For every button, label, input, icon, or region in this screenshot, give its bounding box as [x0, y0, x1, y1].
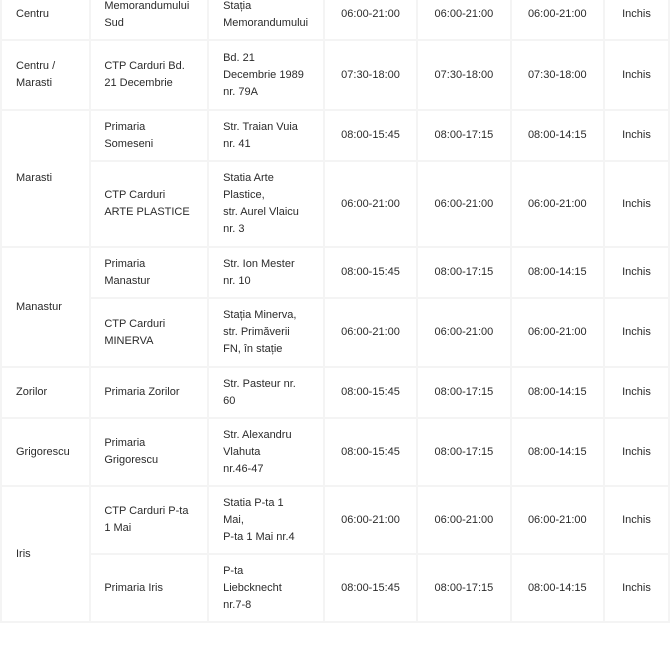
address-cell	[209, 419, 323, 485]
hours-cell-2: 08:00-17:15	[418, 419, 509, 485]
address-cell-line: Plastice,	[223, 189, 265, 201]
zone-cell	[2, 0, 89, 39]
location-cell-line: Grigorescu	[104, 454, 159, 466]
zone-name: Centru /	[16, 60, 56, 72]
location-cell-line: CTP Carduri P-ta	[104, 505, 189, 517]
zone-name: Grigorescu	[16, 445, 70, 458]
address-cell	[209, 162, 323, 246]
hours-cell-1: 08:00-15:45	[325, 111, 416, 160]
address-cell	[209, 111, 323, 160]
address-cell-line: str. Primăverii	[223, 326, 290, 338]
hours-cell-1: 06:00-21:00	[325, 0, 416, 39]
address-cell-line: nr.46-47	[223, 462, 264, 475]
table-row	[2, 41, 668, 109]
closed-cell: Inchis	[605, 41, 668, 109]
location-cell	[91, 299, 207, 366]
hours-cell-3: 06:00-21:00	[512, 299, 603, 366]
zone-name: Marasti	[16, 77, 53, 89]
location-cell-line: Primaria	[104, 257, 146, 270]
hours-cell-1: 06:00-21:00	[325, 162, 416, 246]
zone-name: Marasti	[16, 172, 53, 184]
closed-cell: Inchis	[605, 248, 668, 297]
address-cell-line: Str. Alexandru	[223, 428, 292, 441]
address-cell-line: Memorandumului	[223, 16, 309, 29]
address-cell-line: Bd. 21	[223, 51, 255, 64]
location-cell-line: MINERVA	[104, 334, 154, 347]
address-cell-line: Liebcknecht	[223, 581, 282, 594]
table-row	[2, 368, 668, 417]
address-cell-line: nr. 3	[223, 223, 245, 235]
address-cell-line: Str. Pasteur nr.	[223, 377, 296, 390]
address-cell-line: Stația Minerva,	[223, 309, 297, 321]
address-cell-line: Statia Arte	[223, 172, 274, 184]
hours-cell-1: 06:00-21:00	[325, 487, 416, 553]
table-row	[2, 0, 668, 39]
hours-cell-1: 06:00-21:00	[325, 299, 416, 366]
address-cell-line: FN, în stație	[223, 343, 283, 355]
hours-cell-1: 08:00-15:45	[325, 555, 416, 621]
address-cell-line: P-ta	[223, 564, 244, 577]
table-row	[2, 555, 668, 621]
closed-cell: Inchis	[605, 555, 668, 621]
closed-cell: Inchis	[605, 162, 668, 246]
table-row	[2, 487, 668, 553]
zone-cell	[2, 248, 89, 366]
location-cell-line: Memorandumului	[104, 0, 190, 12]
location-cell	[91, 487, 207, 553]
location-cell-line: Sud	[104, 16, 124, 29]
zone-name: Manastur	[16, 300, 62, 313]
location-cell	[91, 248, 207, 297]
zone-cell	[2, 41, 89, 109]
address-cell	[209, 299, 323, 366]
hours-cell-3: 06:00-21:00	[512, 487, 603, 553]
zone-cell	[2, 111, 89, 246]
address-cell	[209, 248, 323, 297]
hours-cell-3: 08:00-14:15	[512, 111, 603, 160]
closed-cell: Inchis	[605, 487, 668, 553]
hours-cell-2: 06:00-21:00	[418, 162, 509, 246]
hours-cell-2: 07:30-18:00	[418, 41, 509, 109]
hours-cell-2: 06:00-21:00	[418, 299, 509, 366]
hours-cell-3: 06:00-21:00	[512, 162, 603, 246]
schedule-table-body	[2, 0, 668, 621]
address-cell-line: 60	[223, 394, 236, 407]
address-cell-line: Mai,	[223, 513, 244, 526]
location-cell-line: Someseni	[104, 137, 154, 150]
location-cell	[91, 162, 207, 246]
location-cell	[91, 555, 207, 621]
address-cell-line: Decembrie 1989	[223, 68, 304, 81]
hours-cell-2: 08:00-17:15	[418, 248, 509, 297]
zone-cell	[2, 487, 89, 621]
hours-cell-2: 06:00-21:00	[418, 0, 509, 39]
location-cell-line: Manastur	[104, 274, 151, 287]
table-row	[2, 162, 668, 246]
address-cell-line: Vlahuta	[223, 445, 261, 458]
address-cell-line: Statia P-ta 1	[223, 496, 284, 509]
location-cell-line: 1 Mai	[104, 522, 132, 534]
address-cell	[209, 41, 323, 109]
closed-cell: Inchis	[605, 368, 668, 417]
hours-cell-1: 08:00-15:45	[325, 368, 416, 417]
hours-cell-3: 06:00-21:00	[512, 0, 603, 39]
address-cell-line: nr. 79A	[223, 85, 258, 98]
table-row	[2, 419, 668, 485]
zone-cell	[2, 368, 89, 417]
location-cell-line: ARTE PLASTICE	[104, 206, 190, 218]
hours-cell-2: 08:00-17:15	[418, 555, 509, 621]
address-cell-line: nr.7-8	[223, 598, 252, 611]
location-cell	[91, 419, 207, 485]
location-cell-line: CTP Carduri Bd.	[104, 60, 185, 72]
closed-cell: Inchis	[605, 0, 668, 39]
location-cell	[91, 0, 207, 39]
address-cell	[209, 487, 323, 553]
address-cell-line: str. Aurel Vlaicu	[223, 206, 299, 218]
location-cell-line: 21 Decembrie	[104, 77, 173, 89]
table-row	[2, 299, 668, 366]
hours-cell-2: 08:00-17:15	[418, 368, 509, 417]
location-cell	[91, 41, 207, 109]
address-cell-line: P-ta 1 Mai nr.4	[223, 530, 295, 543]
location-cell-line: CTP Carduri	[104, 317, 166, 330]
location-cell	[91, 111, 207, 160]
hours-cell-2: 06:00-21:00	[418, 487, 509, 553]
closed-cell: Inchis	[605, 111, 668, 160]
address-cell	[209, 555, 323, 621]
location-cell	[91, 368, 207, 417]
address-cell-line: nr. 41	[223, 137, 251, 150]
table-row	[2, 248, 668, 297]
address-cell-line: Str. Traian Vuia	[223, 120, 298, 133]
hours-cell-3: 08:00-14:15	[512, 419, 603, 485]
hours-cell-2: 08:00-17:15	[418, 111, 509, 160]
location-cell-line: Primaria	[104, 437, 146, 449]
zone-name: Iris	[16, 547, 31, 560]
zone-name: Centru	[16, 8, 50, 20]
hours-cell-1: 08:00-15:45	[325, 248, 416, 297]
location-cell-line: Primaria Zorilor	[104, 386, 180, 398]
address-cell-line: nr. 10	[223, 274, 251, 287]
hours-cell-1: 07:30-18:00	[325, 41, 416, 109]
hours-cell-3: 08:00-14:15	[512, 555, 603, 621]
location-cell-line: Primaria Iris	[104, 581, 163, 594]
address-cell	[209, 0, 323, 39]
hours-cell-3: 08:00-14:15	[512, 248, 603, 297]
location-cell-line: CTP Carduri	[104, 189, 166, 201]
zone-name: Zorilor	[16, 386, 48, 398]
address-cell-line: Stația	[223, 0, 252, 12]
address-cell-line: Str. Ion Mester	[223, 257, 295, 270]
hours-cell-3: 08:00-14:15	[512, 368, 603, 417]
zone-cell	[2, 419, 89, 485]
hours-cell-3: 07:30-18:00	[512, 41, 603, 109]
closed-cell: Inchis	[605, 299, 668, 366]
address-cell	[209, 368, 323, 417]
table-row	[2, 111, 668, 160]
hours-cell-1: 08:00-15:45	[325, 419, 416, 485]
location-cell-line: Primaria	[104, 120, 146, 133]
closed-cell: Inchis	[605, 419, 668, 485]
